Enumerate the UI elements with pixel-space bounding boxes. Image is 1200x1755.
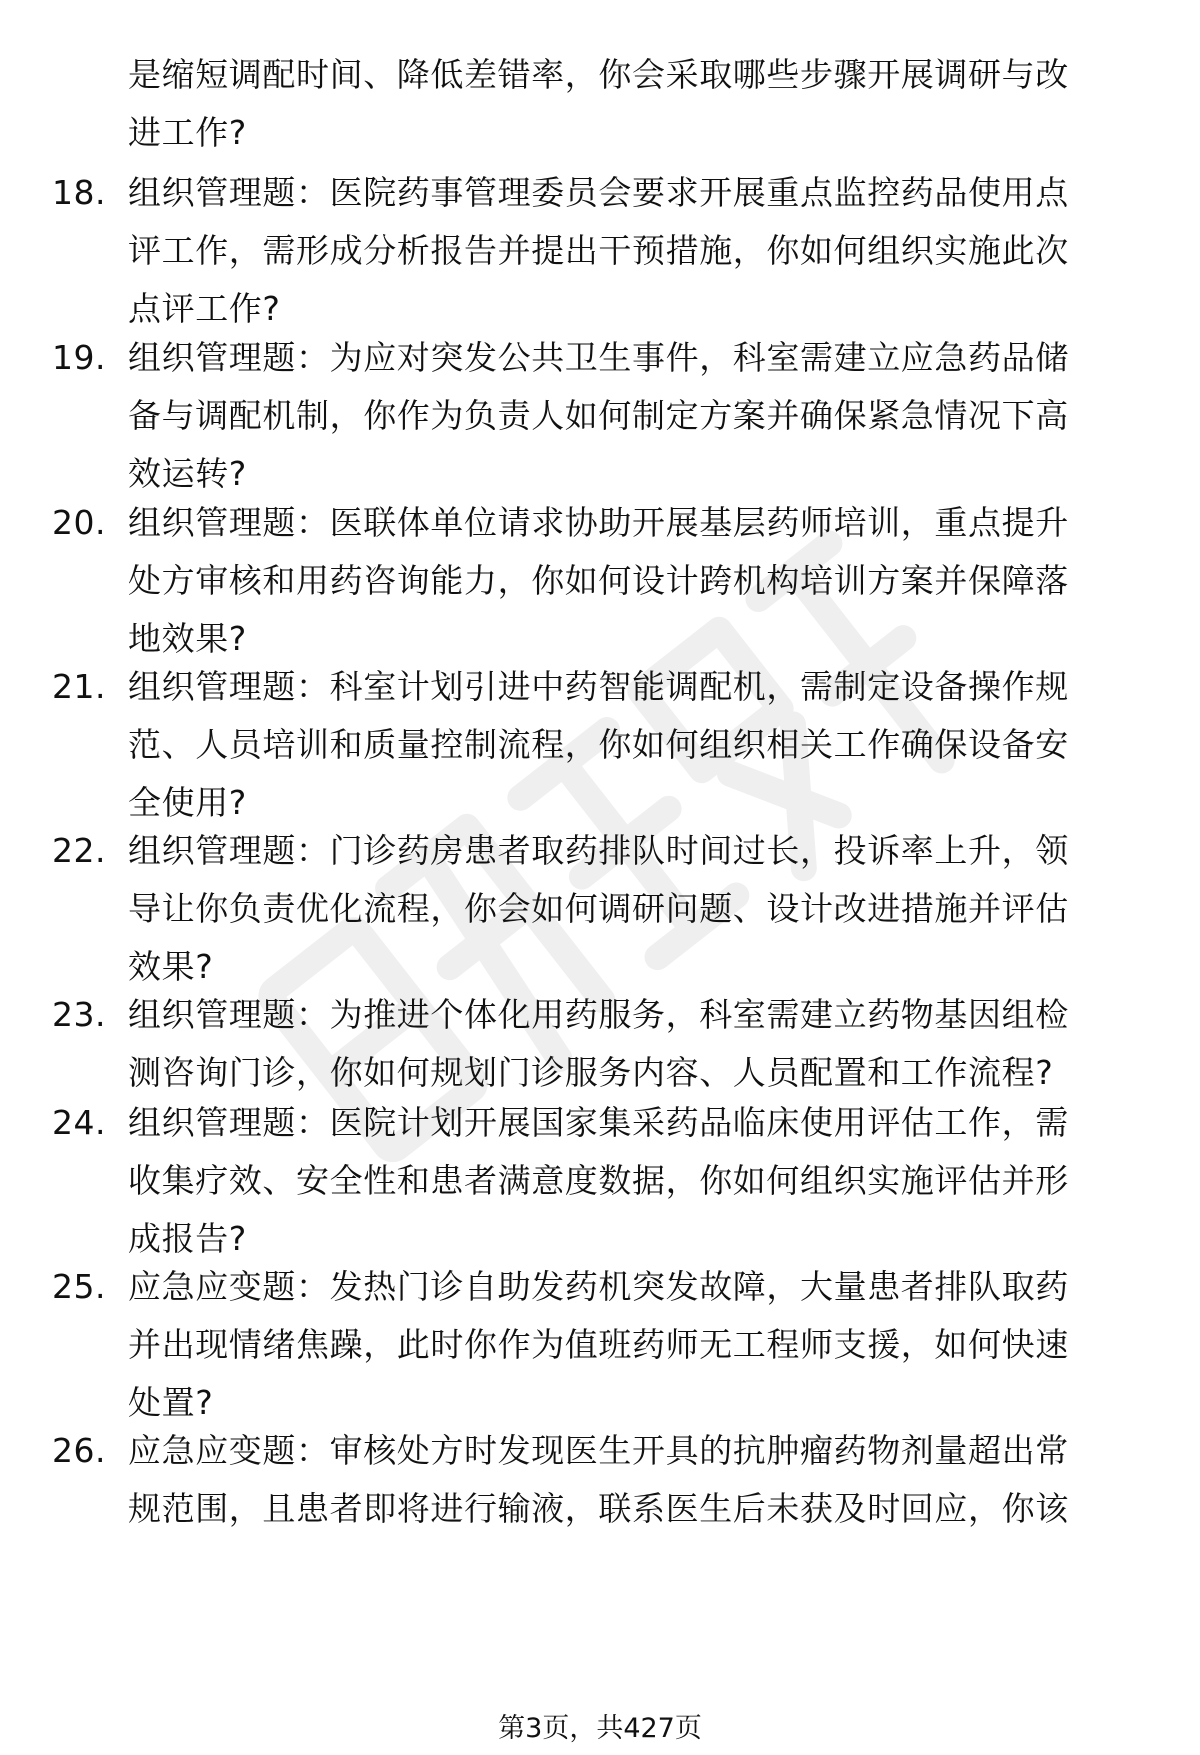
- text-line: 评工作，需形成分析报告并提出干预措施，你如何组织实施此次: [128, 231, 1069, 270]
- text-line: 组织管理题：医院药事管理委员会要求开展重点监控药品使用点: [128, 173, 1069, 212]
- question-number: 25.: [52, 1267, 106, 1306]
- text-line: 处置?: [128, 1383, 214, 1422]
- text-line: 全使用?: [128, 783, 247, 822]
- question-text: [128, 986, 1138, 1102]
- text-line: 组织管理题：门诊药房患者取药排队时间过长，投诉率上升，领: [128, 831, 1069, 870]
- question-text: [128, 494, 1138, 668]
- text-line: 效运转?: [128, 454, 247, 493]
- text-line: 并出现情绪焦躁，此时你作为值班药师无工程师支援，如何快速: [128, 1325, 1069, 1364]
- question-text: [128, 329, 1138, 503]
- question-number: 24.: [52, 1103, 106, 1142]
- question-text: [128, 822, 1138, 996]
- text-line: 地效果?: [128, 619, 247, 658]
- text-line: 进工作?: [128, 113, 247, 152]
- text-line: 范、人员培训和质量控制流程，你如何组织相关工作确保设备安: [128, 725, 1069, 764]
- question-number: 21.: [52, 667, 106, 706]
- text-line: 组织管理题：为应对突发公共卫生事件，科室需建立应急药品储: [128, 338, 1069, 377]
- page-number-footer: 第3页，共427页: [498, 1713, 702, 1744]
- question-number: 23.: [52, 995, 106, 1034]
- text-line: 点评工作?: [128, 289, 281, 328]
- text-line: 应急应变题：发热门诊自助发药机突发故障，大量患者排队取药: [128, 1267, 1069, 1306]
- text-line: 规范围，且患者即将进行输液，联系医生后未获及时回应，你该: [128, 1489, 1069, 1528]
- question-text: [128, 1258, 1138, 1432]
- text-line: 处方审核和用药咨询能力，你如何设计跨机构培训方案并保障落: [128, 561, 1069, 600]
- text-line: 收集疗效、安全性和患者满意度数据，你如何组织实施评估并形: [128, 1161, 1069, 1200]
- question-text: [128, 164, 1138, 338]
- question-number: 26.: [52, 1431, 106, 1470]
- question-number: 22.: [52, 831, 106, 870]
- text-line: 组织管理题：医院计划开展国家集采药品临床使用评估工作，需: [128, 1103, 1069, 1142]
- question-number: 18.: [52, 173, 106, 212]
- text-line: 应急应变题：审核处方时发现医生开具的抗肿瘤药物剂量超出常: [128, 1431, 1069, 1470]
- text-line: 组织管理题：为推进个体化用药服务，科室需建立药物基因组检: [128, 995, 1069, 1034]
- text-line: 是缩短调配时间、降低差错率，你会采取哪些步骤开展调研与改: [128, 55, 1069, 94]
- question-number: 19.: [52, 338, 106, 377]
- intro-text: [128, 46, 1138, 162]
- text-line: 效果?: [128, 947, 214, 986]
- question-text: [128, 1422, 1138, 1538]
- text-line: 导让你负责优化流程，你会如何调研问题、设计改进措施并评估: [128, 889, 1069, 928]
- text-line: 备与调配机制，你作为负责人如何制定方案并确保紧急情况下高: [128, 396, 1069, 435]
- question-text: [128, 658, 1138, 832]
- text-line: 测咨询门诊，你如何规划门诊服务内容、人员配置和工作流程?: [128, 1053, 1054, 1092]
- question-number: 20.: [52, 503, 106, 542]
- question-text: [128, 1094, 1138, 1268]
- text-line: 组织管理题：医联体单位请求协助开展基层药师培训，重点提升: [128, 503, 1069, 542]
- text-line: 组织管理题：科室计划引进中药智能调配机，需制定设备操作规: [128, 667, 1069, 706]
- text-line: 成报告?: [128, 1219, 247, 1258]
